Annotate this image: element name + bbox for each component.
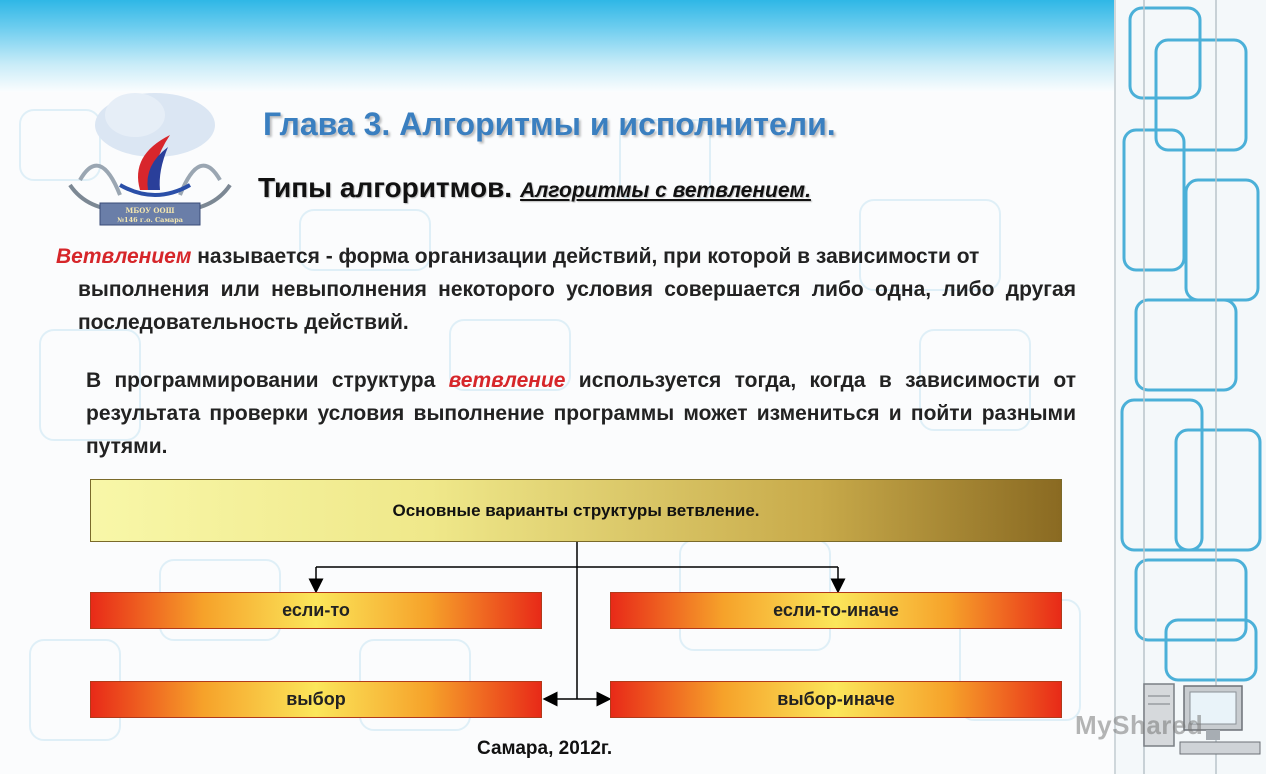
- logo-text-2: №146 г.о. Самара: [116, 216, 184, 224]
- footer-place-date: Самара, 2012г.: [477, 738, 613, 759]
- definition-term: Ветвлением: [56, 245, 192, 268]
- variant-choice: выбор: [90, 681, 542, 718]
- slide-title: Глава 3. Алгоритмы и исполнители.: [263, 106, 836, 142]
- variant-if-then: если-то: [90, 592, 542, 629]
- subtitle-main: Типы алгоритмов.: [258, 172, 513, 203]
- programming-highlight: ветвление: [448, 369, 566, 392]
- branching-variants-header: Основные варианты структуры ветвление.: [90, 479, 1062, 542]
- subtitle-italic: Алгоритмы с ветвлением.: [520, 179, 811, 202]
- watermark: MyShared: [1075, 710, 1204, 740]
- definition-line1: называется - форма организации действий, при которой в зависимости от: [191, 245, 980, 268]
- programming-before: В программировании структура: [86, 369, 449, 392]
- definition-line2: выполнения или невыполнения некоторого условия совершается либо одна, либо другая последовательность действий.: [78, 278, 1076, 334]
- variant-if-then-else: если-то-иначе: [610, 592, 1062, 629]
- programming-after: используется тогда, когда в зависимости от результата проверки условия выполнение программы может измениться и пойти разными путями.: [86, 369, 1076, 458]
- variant-choice-else: выбор-иначе: [610, 681, 1062, 718]
- logo-text-1: МБОУ ООШ: [125, 206, 175, 215]
